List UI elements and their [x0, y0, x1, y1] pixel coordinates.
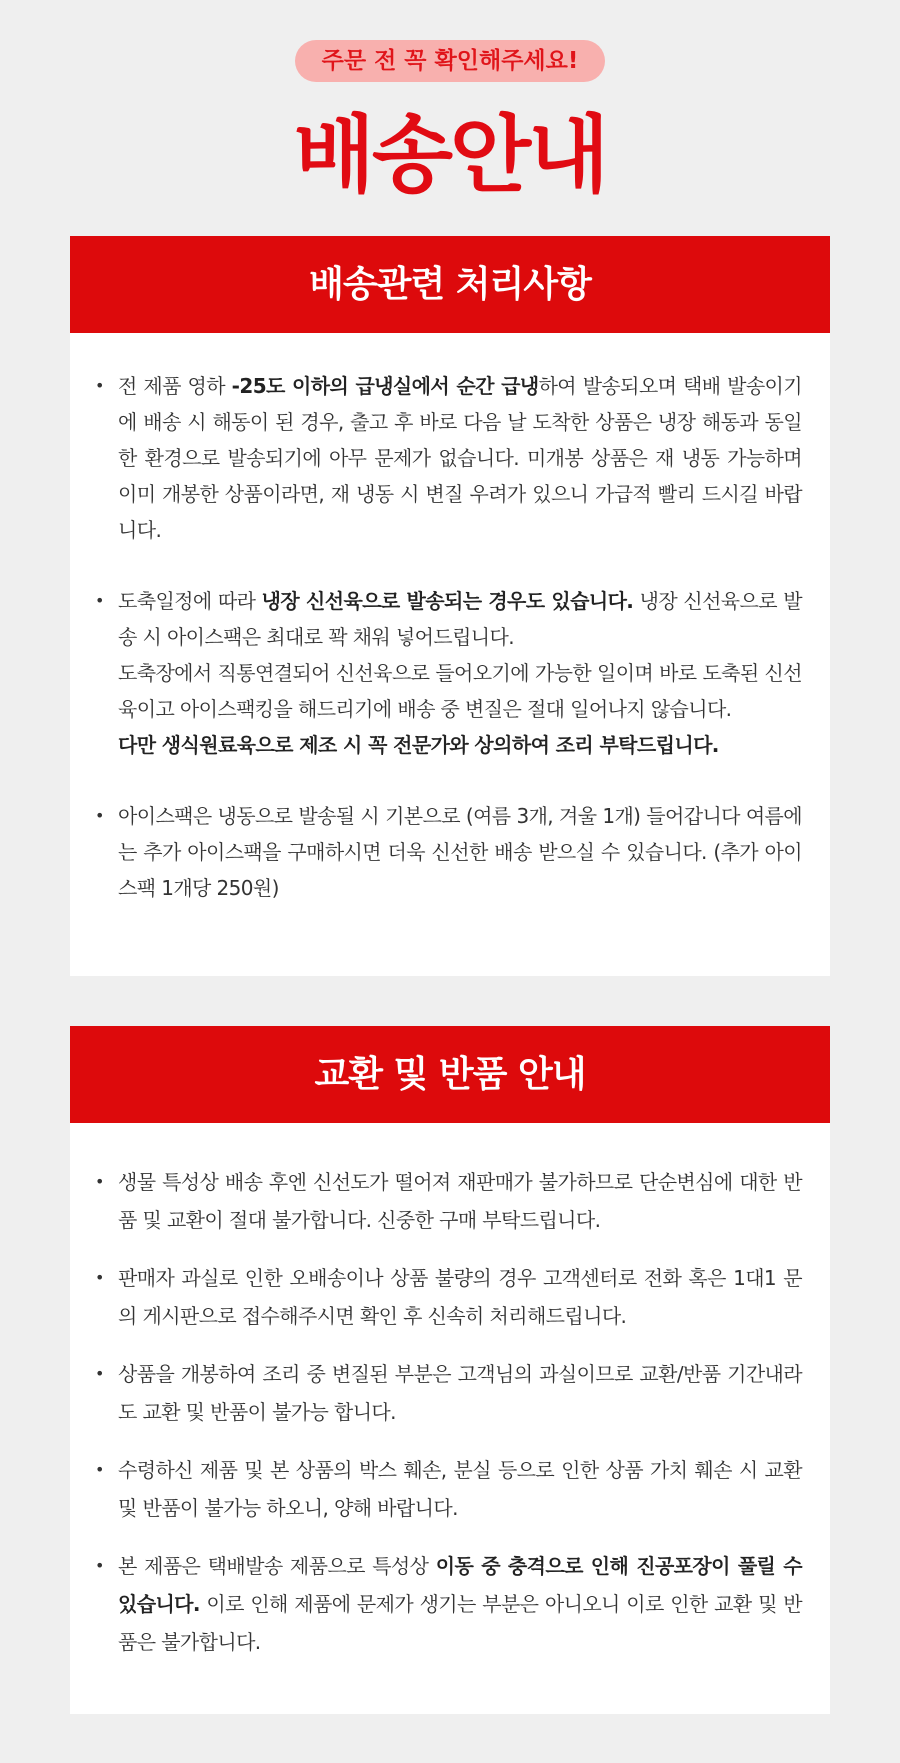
- list-item: [70, 1547, 830, 1661]
- list-item: [70, 1259, 830, 1335]
- item-text: [118, 368, 802, 548]
- item-text: 생물 특성상 배송 후엔 신선도가 떨어져 재판매가 불가하므로 단순변심에 대한 반품 및 교환이 절대 불가합니다. 신중한 구매 부탁드립니다.: [118, 1170, 802, 1232]
- list-item: [70, 368, 830, 548]
- bullet-icon: •: [95, 1364, 104, 1383]
- bullet-icon: •: [95, 806, 104, 825]
- list-item: [70, 1355, 830, 1431]
- item-text: [118, 583, 802, 655]
- item-text: [118, 1547, 802, 1661]
- list-item: [70, 1451, 830, 1527]
- text-span: 냉장 신선육으로 발송 시 아이스팩은 최대로 꽉 채워 넣어드립니다.: [118, 589, 802, 649]
- shipping-section-heading: 배송관련 처리사항: [70, 236, 830, 333]
- shipping-list: [70, 333, 830, 906]
- emphasis-text: -25도 이하의 급냉실에서 순간 급냉: [231, 374, 539, 398]
- emphasis-text: 다만 생식원료육으로 제조 시 꼭 전문가와 상의하여 조리 부탁드립니다.: [118, 733, 719, 757]
- list-item: [70, 798, 830, 906]
- item-text: 도축장에서 직통연결되어 신선육으로 들어오기에 가능한 일이며 바로 도축된 신선육이고 아이스팩킹을 해드리기에 배송 중 변질은 절대 일어나지 않습니다.: [118, 661, 802, 721]
- text-span: 하여 발송되오며 택배 발송이기에 배송 시 해동이 된 경우, 출고 후 바로 다음 날 도착한 상품은 냉장 해동과 동일한 환경으로 발송되기에 아무 문제가 없습니다. 미개봉 상품은 재 냉동 가능하며 이미 개봉한 상품이라면, 재 냉동 시 변질 우려가 있으니 가급적 빨리 드시길 바랍니다.: [118, 374, 802, 542]
- emphasis-text: 냉장 신선육으로 발송되는 경우도 있습니다.: [261, 589, 634, 613]
- bullet-icon: •: [95, 1172, 104, 1191]
- bullet-icon: •: [95, 1556, 104, 1575]
- text-span: 본 제품은 택배발송 제품으로 특성상: [118, 1554, 436, 1578]
- emphasis-text: 이동 중 충격으로 인해 진공포장이 풀릴 수 있습니다.: [118, 1554, 802, 1616]
- bullet-icon: •: [95, 591, 104, 610]
- text-span: 도축일정에 따라: [118, 589, 262, 613]
- item-text: 상품을 개봉하여 조리 중 변질된 부분은 고객님의 과실이므로 교환/반품 기간내라도 교환 및 반품이 불가능 합니다.: [118, 1362, 802, 1424]
- exchange-return-section: [70, 1026, 830, 1714]
- bullet-icon: •: [95, 1268, 104, 1287]
- text-span: 이로 인해 제품에 문제가 생기는 부분은 아니오니 이로 인한 교환 및 반품은 불가합니다.: [118, 1592, 802, 1654]
- exchange-list: [70, 1123, 830, 1661]
- item-text: 아이스팩은 냉동으로 발송될 시 기본으로 (여름 3개, 겨울 1개) 들어갑니다 여름에는 추가 아이스팩을 구매하시면 더욱 신선한 배송 받으실 수 있습니다. (추가 아이스팩 1개당 250원): [118, 804, 802, 900]
- text-span: 전 제품 영하: [118, 374, 232, 398]
- list-item: [70, 1163, 830, 1239]
- exchange-section-heading: 교환 및 반품 안내: [70, 1026, 830, 1123]
- item-text: 판매자 과실로 인한 오배송이나 상품 불량의 경우 고객센터로 전화 혹은 1대1 문의 게시판으로 접수해주시면 확인 후 신속히 처리해드립니다.: [118, 1266, 802, 1328]
- item-text: 수령하신 제품 및 본 상품의 박스 훼손, 분실 등으로 인한 상품 가치 훼손 시 교환 및 반품이 불가능 하오니, 양해 바랍니다.: [118, 1458, 802, 1520]
- bullet-icon: •: [95, 376, 104, 395]
- shipping-section: [70, 236, 830, 976]
- page-title: 배송안내: [293, 106, 607, 204]
- bullet-icon: •: [95, 1460, 104, 1479]
- notice-badge: 주문 전 꼭 확인해주세요!: [295, 40, 605, 82]
- list-item: [70, 583, 830, 763]
